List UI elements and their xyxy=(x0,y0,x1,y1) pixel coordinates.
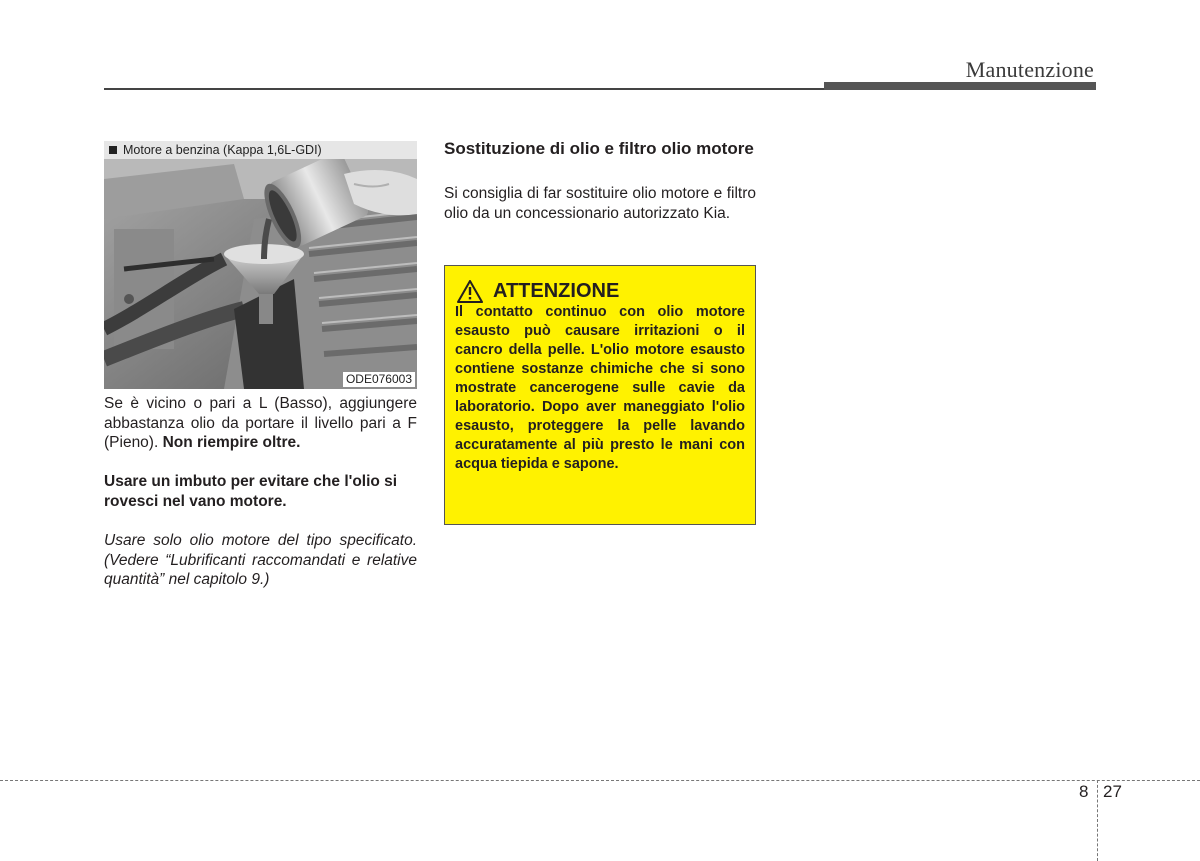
section-title: Manutenzione xyxy=(965,57,1094,82)
warning-header xyxy=(455,277,745,305)
oil-type-note: Usare solo olio motore del tipo specificato. (Vedere “Lubrificanti raccomandati e relative quantità” nel capitolo 9.) xyxy=(104,532,417,588)
figure-caption xyxy=(104,141,417,159)
page-number: 27 xyxy=(1103,782,1122,801)
header-rule-accent xyxy=(824,82,1096,90)
oil-change-body: Si consiglia di far sostituire olio motore e filtro olio da un concessionario autorizzato Kia. xyxy=(444,185,756,222)
oil-change-heading: Sostituzione di olio e filtro olio motore xyxy=(444,139,754,158)
warning-box xyxy=(444,265,756,525)
refill-paragraph-text: Se è vicino o pari a L (Basso), aggiungere abbastanza olio da portare il livello pari a F (Pieno). xyxy=(104,395,417,451)
header-rule xyxy=(104,88,824,90)
caption-bullet-icon xyxy=(109,146,117,154)
figure-caption-text: Motore a benzina (Kappa 1,6L-GDI) xyxy=(123,143,322,157)
footer-divider xyxy=(0,780,1200,781)
refill-paragraph-emphasis: Non riempire oltre. xyxy=(162,434,301,451)
warning-title: ATTENZIONE xyxy=(493,279,620,302)
warning-triangle-icon xyxy=(457,280,483,303)
footer-page-divider xyxy=(1097,780,1098,861)
engine-figure xyxy=(104,141,417,389)
funnel-note: Usare un imbuto per evitare che l'olio si rovesci nel vano motore. xyxy=(104,473,398,510)
chapter-number: 8 xyxy=(1079,782,1089,801)
engine-oil-photo xyxy=(104,159,417,389)
warning-text: Il contatto continuo con olio motore esausto può causare irritazioni o il cancro della pelle. L'olio motore esausto contiene sostanze chimiche che si sono mostrate cancerogene sulle cavie da laboratorio. Dopo aver maneggiato l'olio esausto, proteggere la pelle lavando accuratamente al più presto le mani con acqua tiepida e sapone. xyxy=(455,304,745,472)
refill-paragraph xyxy=(104,394,417,453)
figure-code: ODE076003 xyxy=(343,372,415,387)
